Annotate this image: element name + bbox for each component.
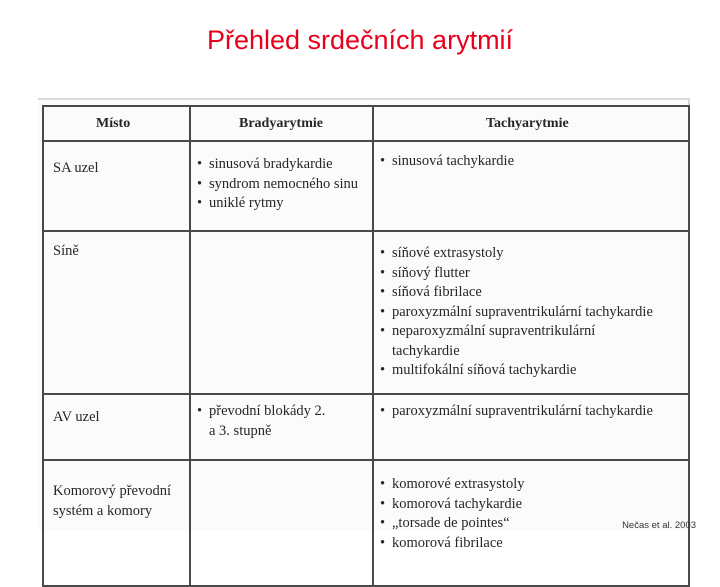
list-item: • síňový flutter xyxy=(380,264,684,284)
list-item: • uniklé rytmy xyxy=(197,194,368,214)
place-cell: Síně xyxy=(43,231,190,394)
tachy-cell xyxy=(373,141,689,231)
bullet-list xyxy=(197,402,368,441)
table-row xyxy=(43,394,689,460)
place-cell: SA uzel xyxy=(43,141,190,231)
bullet-list xyxy=(380,244,684,381)
list-item: • komorové extrasystoly xyxy=(380,475,684,495)
bullet-list xyxy=(380,475,684,553)
brady-cell xyxy=(190,231,373,394)
list-item: • paroxyzmální supraventrikulární tachykardie xyxy=(380,303,684,323)
header-tachyarrhythmia: Tachyarytmie xyxy=(373,106,689,141)
list-item: • multifokální síňová tachykardie xyxy=(380,361,684,381)
list-item: • komorová tachykardie xyxy=(380,495,684,515)
place-cell: Komorový převodní systém a komory xyxy=(43,460,190,586)
list-item: • síňová fibrilace xyxy=(380,283,684,303)
list-item: • neparoxyzmální supraventrikulární tachykardie xyxy=(380,322,647,361)
table-row xyxy=(43,460,689,586)
list-item: • sinusová bradykardie xyxy=(197,155,368,175)
brady-cell xyxy=(190,141,373,231)
brady-cell xyxy=(190,460,373,586)
arrhythmia-table xyxy=(42,105,690,587)
place-cell: AV uzel xyxy=(43,394,190,460)
source-credit: Nečas et al. 2003 xyxy=(622,520,696,531)
list-item: • paroxyzmální supraventrikulární tachykardie xyxy=(380,402,684,422)
table-header-row xyxy=(43,106,689,141)
list-item: • síňové extrasystoly xyxy=(380,244,684,264)
list-item: • komorová fibrilace xyxy=(380,534,684,554)
header-place: Místo xyxy=(43,106,190,141)
table-row xyxy=(43,141,689,231)
header-bradyarrhythmia: Bradyarytmie xyxy=(190,106,373,141)
list-item: • sinusová tachykardie xyxy=(380,152,684,172)
table-row xyxy=(43,231,689,394)
brady-cell xyxy=(190,394,373,460)
tachy-cell xyxy=(373,394,689,460)
list-item: • převodní blokády 2. a 3. stupně xyxy=(197,402,329,441)
list-item: • „torsade de pointes“ xyxy=(380,514,684,534)
bullet-list xyxy=(380,402,684,422)
tachy-cell xyxy=(373,231,689,394)
bullet-list xyxy=(380,152,684,172)
slide-title: Přehled srdečních arytmií xyxy=(206,25,514,55)
bullet-list xyxy=(197,155,368,214)
list-item: • syndrom nemocného sinu xyxy=(197,175,368,195)
